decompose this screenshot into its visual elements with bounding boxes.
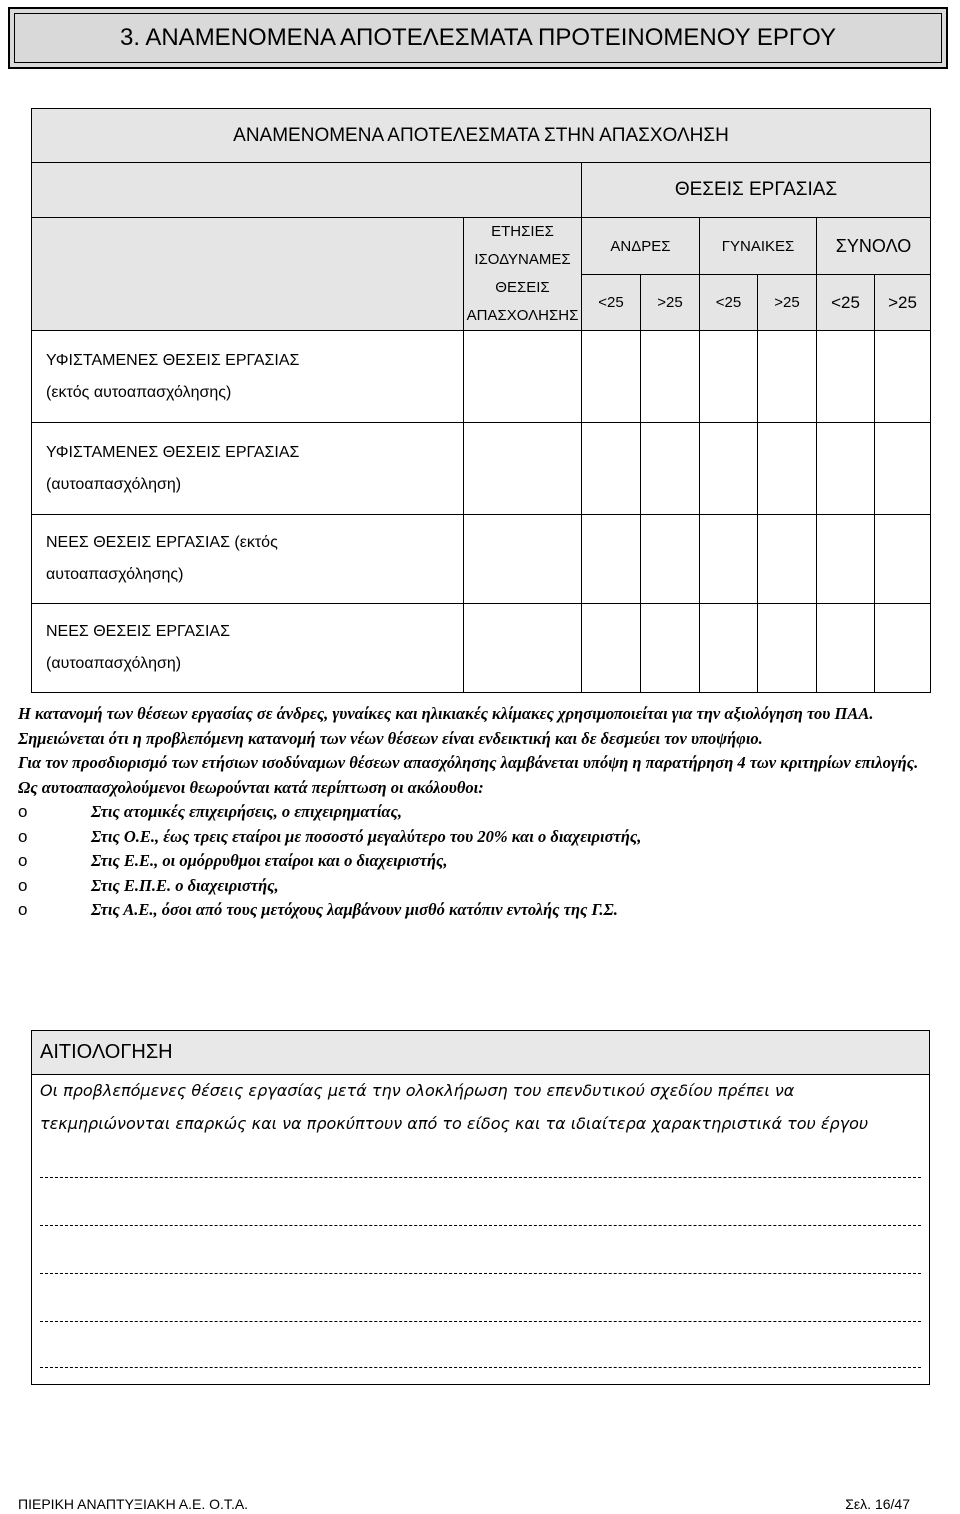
employment-table (31, 108, 931, 693)
self-employed-list (18, 800, 948, 923)
justification-line-1: Οι προβλεπόμενες θέσεις εργασίας μετά την ολοκλήρωση του επενδυτικού σχεδίου πρέπει να (40, 1081, 795, 1100)
list-item: o Στις Ε.Π.Ε. ο διαχειριστής, (18, 874, 948, 899)
cell-input[interactable] (817, 515, 875, 604)
cell-input[interactable] (582, 423, 641, 515)
answer-line[interactable] (40, 1321, 921, 1322)
note-annual-equivalent: Για τον προσδιορισμό των ετήσιων ισοδύναμων θέσεων απασχόλησης λαμβάνεται υπόψη η παρατήρηση 4 των κριτηρίων επιλογής. (18, 753, 919, 772)
cell-input[interactable] (758, 515, 817, 604)
cell-input[interactable] (817, 331, 875, 423)
answer-line[interactable] (40, 1367, 921, 1368)
bullet-icon: o (18, 875, 28, 895)
row-label: ΝΕΕΣ ΘΕΣΕΙΣ ΕΡΓΑΣΙΑΣ (αυτοαπασχόληση) (32, 604, 464, 693)
answer-line[interactable] (40, 1225, 921, 1226)
cell-input[interactable] (641, 604, 700, 693)
cell-input[interactable] (464, 423, 582, 515)
cell-input[interactable] (758, 331, 817, 423)
total-header: ΣΥΝΟΛΟ (817, 218, 931, 275)
cell-input[interactable] (875, 515, 931, 604)
list-item: o Στις Ο.Ε., έως τρεις εταίροι με ποσοστό μεγαλύτερο του 20% και ο διαχειριστής, (18, 825, 948, 850)
row-label: ΝΕΕΣ ΘΕΣΕΙΣ ΕΡΓΑΣΙΑΣ (εκτός αυτοαπασχόλησης) (32, 515, 464, 604)
justification-instructions (40, 1074, 921, 1140)
row-label: ΥΦΙΣΤΑΜΕΝΕΣ ΘΕΣΕΙΣ ΕΡΓΑΣΙΑΣ (εκτός αυτοαπασχόλησης) (32, 331, 464, 423)
cell-input[interactable] (582, 331, 641, 423)
note-allocation: Η κατανομή των θέσεων εργασίας σε άνδρες, γυναίκες και ηλικιακές κλίμακες χρησιμοποιείται για την αξιολόγηση του ΠΑΑ. Σημειώνεται ότι η προβλεπόμενη κατανομή των νέων θέσεων είναι ενδεικτική και δε δεσμεύει τον υποψήφιο. (18, 704, 874, 748)
cell-input[interactable] (464, 331, 582, 423)
men-under-25: <25 (582, 275, 641, 331)
cell-input[interactable] (875, 604, 931, 693)
cell-input[interactable] (641, 423, 700, 515)
table-row (32, 515, 931, 604)
cell-input[interactable] (817, 604, 875, 693)
men-header: ΑΝΔΡΕΣ (582, 218, 700, 275)
cell-input[interactable] (641, 331, 700, 423)
cell-input[interactable] (875, 331, 931, 423)
cell-input[interactable] (700, 423, 758, 515)
list-item: o Στις Ε.Ε., οι ομόρρυθμοι εταίροι και ο διαχειριστής, (18, 849, 948, 874)
note-self-employed: Ως αυτοαπασχολούμενοι θεωρούνται κατά περίπτωση οι ακόλουθοι: (18, 777, 484, 797)
header-blank (32, 163, 582, 218)
list-item: o Στις ατομικές επιχειρήσεις, ο επιχειρηματίας, (18, 800, 948, 825)
total-over-25: >25 (875, 275, 931, 331)
section-title: 3. ΑΝΑΜΕΝΟΜΕΝΑ ΑΠΟΤΕΛΕΣΜΑΤΑ ΠΡΟΤΕΙΝΟΜΕΝΟΥ ΕΡΓΟΥ (14, 13, 942, 63)
bullet-icon: o (18, 826, 28, 846)
men-over-25: >25 (641, 275, 700, 331)
cell-input[interactable] (875, 423, 931, 515)
notes (18, 702, 948, 923)
women-over-25: >25 (758, 275, 817, 331)
section-title-box (8, 7, 948, 69)
jobs-heading: ΘΕΣΕΙΣ ΕΡΓΑΣΙΑΣ (582, 163, 931, 218)
bullet-icon: o (18, 851, 28, 870)
bullet-icon: o (18, 900, 28, 919)
cell-input[interactable] (582, 604, 641, 693)
cell-input[interactable] (641, 515, 700, 604)
cell-input[interactable] (464, 515, 582, 604)
cell-input[interactable] (817, 423, 875, 515)
table-row (32, 604, 931, 693)
annual-line-2: ΘΕΣΕΙΣ ΑΠΑΣΧΟΛΗΣΗΣ (466, 279, 579, 324)
bullet-icon: o (18, 802, 28, 821)
total-under-25: <25 (817, 275, 875, 331)
footer-page-number: Σελ. 16/47 (845, 1496, 910, 1512)
header-corner (32, 218, 464, 331)
table-row (32, 331, 931, 423)
cell-input[interactable] (758, 604, 817, 693)
table-heading: ΑΝΑΜΕΝΟΜΕΝΑ ΑΠΟΤΕΛΕΣΜΑΤΑ ΣΤΗΝ ΑΠΑΣΧΟΛΗΣΗ (32, 109, 931, 163)
women-under-25: <25 (700, 275, 758, 331)
footer-organization: ΠΙΕΡΙΚΗ ΑΝΑΠΤΥΞΙΑΚΗ Α.Ε. Ο.Τ.Α. (18, 1496, 249, 1512)
cell-input[interactable] (582, 515, 641, 604)
answer-line[interactable] (40, 1273, 921, 1274)
justification-line-2: τεκμηριώνονται επαρκώς και να προκύπτουν από το είδος και τα ιδιαίτερα χαρακτηριστικά του έργου (40, 1114, 869, 1133)
cell-input[interactable] (464, 604, 582, 693)
cell-input[interactable] (758, 423, 817, 515)
women-header: ΓΥΝΑΙΚΕΣ (700, 218, 817, 275)
justification-box (31, 1030, 930, 1385)
justification-heading: ΑΙΤΙΟΛΟΓΗΣΗ (32, 1031, 929, 1075)
row-label: ΥΦΙΣΤΑΜΕΝΕΣ ΘΕΣΕΙΣ ΕΡΓΑΣΙΑΣ (αυτοαπασχόληση) (32, 423, 464, 515)
annual-line-1: ΕΤΗΣΙΕΣ ΙΣΟΔΥΝΑΜΕΣ (474, 223, 571, 268)
cell-input[interactable] (700, 515, 758, 604)
table-row (32, 423, 931, 515)
list-item: o Στις Α.Ε., όσοι από τους μετόχους λαμβάνουν μισθό κατόπιν εντολής της Γ.Σ. (18, 898, 948, 923)
answer-line[interactable] (40, 1177, 921, 1178)
annual-equivalent-header (464, 218, 582, 331)
cell-input[interactable] (700, 604, 758, 693)
cell-input[interactable] (700, 331, 758, 423)
